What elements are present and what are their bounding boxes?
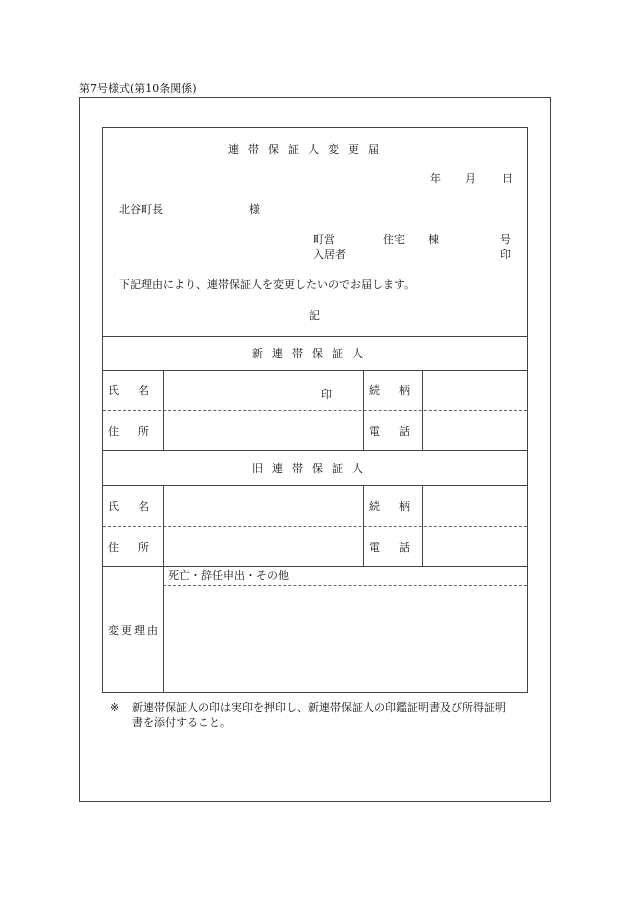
new-relation-field[interactable] xyxy=(422,370,527,410)
new-name-seal: 印 xyxy=(321,388,332,401)
new-phone-field[interactable] xyxy=(422,410,527,449)
number-label: 号 xyxy=(500,233,511,246)
footnote-mark: ※ xyxy=(110,701,120,714)
date-day: 日 xyxy=(502,172,513,185)
reason-detail-field[interactable] xyxy=(163,586,527,691)
date-year: 年 xyxy=(430,172,441,185)
new-address-field[interactable] xyxy=(162,410,360,449)
old-relation-label: 続柄 xyxy=(369,500,429,513)
form-number: 第7号様式(第10条関係) xyxy=(79,82,197,95)
divider xyxy=(103,336,527,337)
divider xyxy=(103,566,527,567)
resident-label: 入居者 xyxy=(313,248,346,261)
new-address-label: 住所 xyxy=(108,425,168,438)
old-name-label: 氏名 xyxy=(108,500,168,513)
new-phone-label: 電話 xyxy=(369,425,429,438)
town-housing-label: 町営 xyxy=(313,233,335,246)
column-rule xyxy=(363,485,364,566)
footnote-line-1: 新連帯保証人の印は実印を押印し、新連帯保証人の印鑑証明書及び所得証明 xyxy=(132,701,506,714)
old-address-label: 住所 xyxy=(108,541,168,554)
date-month: 月 xyxy=(465,172,476,185)
new-name-label: 氏名 xyxy=(108,384,168,397)
reason-options[interactable]: 死亡・辞任申出・その他 xyxy=(168,569,289,582)
form-title: 連帯保証人変更届 xyxy=(228,143,388,156)
reason-label: 変更理由 xyxy=(108,624,160,637)
old-phone-field[interactable] xyxy=(422,526,527,565)
column-rule xyxy=(363,370,364,450)
old-phone-label: 電話 xyxy=(369,541,429,554)
new-relation-label: 続柄 xyxy=(369,384,429,397)
note-mark: 記 xyxy=(309,309,320,322)
addressee-honorific: 様 xyxy=(249,203,260,216)
housing-label: 住宅 xyxy=(383,233,405,246)
old-relation-field[interactable] xyxy=(422,485,527,525)
old-guarantor-header: 旧連帯保証人 xyxy=(252,462,372,475)
new-guarantor-header: 新連帯保証人 xyxy=(252,347,372,360)
divider xyxy=(103,450,527,451)
statement-text: 下記理由により、連帯保証人を変更したいのでお届します。 xyxy=(119,278,416,291)
old-name-field[interactable] xyxy=(162,485,360,525)
addressee-mayor: 北谷町長 xyxy=(119,203,163,216)
resident-seal: 印 xyxy=(500,248,511,261)
footnote-line-2: 書を添付すること。 xyxy=(132,716,231,729)
old-address-field[interactable] xyxy=(162,526,360,565)
building-label: 棟 xyxy=(428,233,439,246)
